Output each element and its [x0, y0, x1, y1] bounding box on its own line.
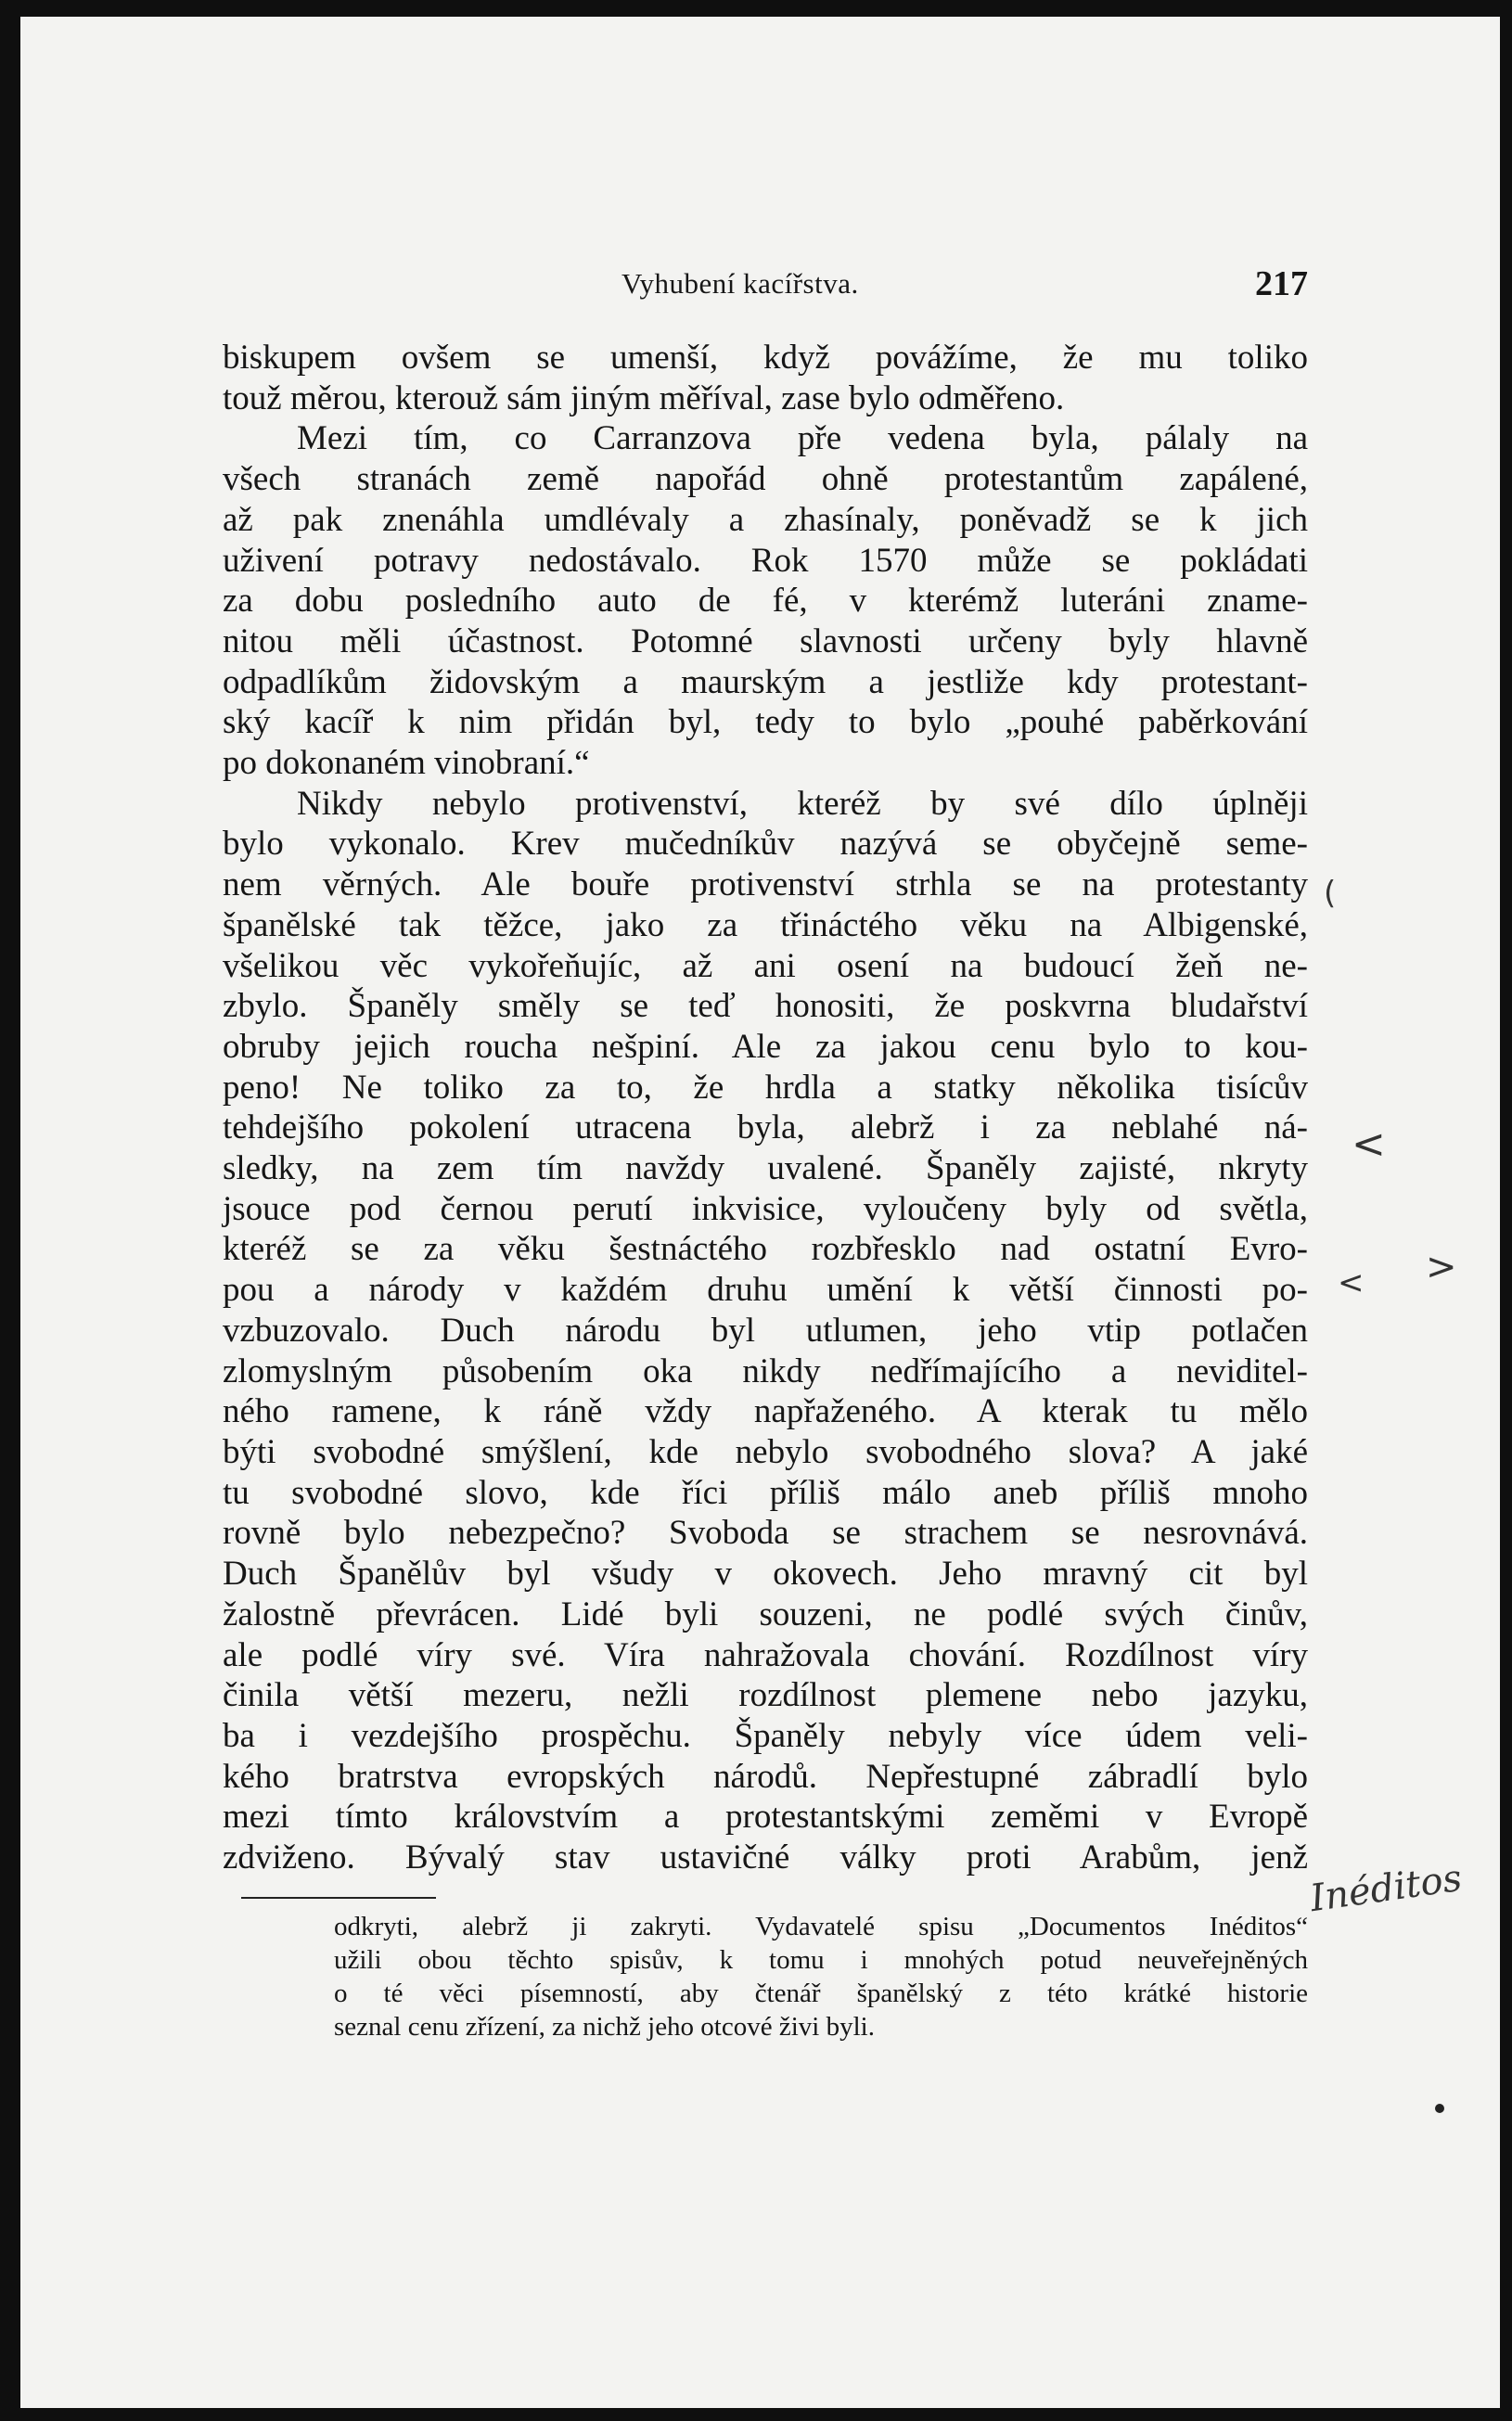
- text-line: zlomyslným působením oka nikdy nedřímajícího a neviditel-: [223, 1351, 1308, 1390]
- text-line: peno! Ne toliko za to, že hrdla a statky několika tisícův: [223, 1068, 1308, 1107]
- text-line: odpadlíkům židovským a maurským a jestliže kdy protestant-: [223, 662, 1308, 701]
- text-line: obruby jejich roucha nešpiní. Ale za jakou cenu bylo to kou-: [223, 1027, 1308, 1066]
- text-line: činila větší mezeru, nežli rozdílnost plemene nebo jazyku,: [223, 1676, 1308, 1715]
- footnote-line: o té věci písemností, aby čtenář španělský z této krátké historie: [334, 1978, 1308, 2008]
- text-line: Duch Španělův byl všudy v okovech. Jeho mravný cit byl: [223, 1555, 1308, 1594]
- text-line: španělské tak těžce, jako za třináctého věku na Albigenské,: [223, 905, 1308, 944]
- handwritten-note: Inéditos: [1307, 1856, 1465, 1921]
- text-line: nem věrných. Ale bouře protivenství strhla se na protestanty: [223, 865, 1308, 904]
- margin-mark: <: [1352, 1121, 1386, 1168]
- text-line: býti svobodné smýšlení, kde nebylo svobodného slova? A jaké: [223, 1432, 1308, 1471]
- text-line: tu svobodné slovo, kde říci příliš málo aneb příliš mnoho: [223, 1473, 1308, 1512]
- text-line: žalostně převrácen. Lidé byli souzeni, ne podlé svých činův,: [223, 1595, 1308, 1633]
- text-line: Mezi tím, co Carranzova pře vedena byla, pálaly na: [297, 419, 1308, 458]
- text-line: po dokonaném vinobraní.“: [223, 744, 590, 783]
- text-line: sledky, na zem tím navždy uvalené. Španěly zajisté, nkryty: [223, 1149, 1308, 1188]
- text-line: vzbuzovalo. Duch národu byl utlumen, jeho vtip potlačen: [223, 1311, 1308, 1350]
- text-line: jsouce pod černou perutí inkvisice, vyloučeny byly od světla,: [223, 1189, 1308, 1228]
- page-number: 217: [1255, 264, 1308, 303]
- text-line: kteréž se za věku šestnáctého rozbřesklo nad ostatní Evro-: [223, 1230, 1308, 1269]
- footnote-divider: [241, 1897, 436, 1899]
- running-header: [223, 256, 1308, 312]
- text-line: kého bratrstva evropských národů. Nepřestupné zábradlí bylo: [223, 1757, 1308, 1796]
- text-line: ného ramene, k ráně vždy napřaženého. A kterak tu mělo: [223, 1392, 1308, 1431]
- text-line: všech stranách země napořád ohně protestantům zapálené,: [223, 460, 1308, 499]
- running-title: Vyhubení kacířstva.: [621, 267, 859, 300]
- text-line: Nikdy nebylo protivenství, kteréž by své dílo úplněji: [297, 784, 1308, 823]
- text-line: zbylo. Španěly směly se teď honositi, že poskvrna bludařství: [223, 987, 1308, 1026]
- body-text: [223, 338, 1308, 1878]
- text-line: ský kacíř k nim přidán byl, tedy to bylo „pouhé paběrkování: [223, 703, 1308, 742]
- margin-mark: >: [1426, 1246, 1457, 1288]
- text-line: mezi tímto královstvím a protestantskými zeměmi v Evropě: [223, 1798, 1308, 1837]
- ink-dot: [1435, 2104, 1444, 2113]
- margin-mark: (: [1324, 875, 1337, 912]
- text-line: touž měrou, kterouž sám jiným měříval, zase bylo odměřeno.: [223, 378, 1065, 417]
- text-line: bylo vykonalo. Krev mučedníkův nazývá se obyčejně seme-: [223, 825, 1308, 864]
- text-line: pou a národy v každém druhu umění k větší činnosti po-: [223, 1271, 1308, 1310]
- footnote-line: užili obou těchto spisův, k tomu i mnohých potud neuveřejněných: [334, 1944, 1308, 1975]
- text-line: zdviženo. Bývalý stav ustavičné války proti Arabům, jenž: [223, 1838, 1308, 1877]
- text-line: ale podlé víry své. Víra nahražovala chování. Rozdílnost víry: [223, 1635, 1308, 1674]
- page-content: [223, 256, 1308, 2043]
- text-line: biskupem ovšem se umenší, když povážíme, že mu toliko: [223, 339, 1308, 377]
- footnote-line: odkryti, alebrž ji zakryti. Vydavatelé spisu „Documentos Inéditos“: [334, 1911, 1308, 1941]
- text-line: uživení potravy nedostávalo. Rok 1570 může se pokládati: [223, 541, 1308, 580]
- margin-mark: <: [1338, 1264, 1365, 1301]
- text-line: za dobu posledního auto de fé, v kterémž luteráni zname-: [223, 582, 1308, 621]
- text-line: nitou měli účastnost. Potomné slavnosti určeny byly hlavně: [223, 621, 1308, 660]
- footnote: [334, 1910, 1308, 2043]
- text-line: až pak znenáhla umdlévaly a zhasínaly, poněvadž se k jich: [223, 500, 1308, 539]
- text-line: tehdejšího pokolení utracena byla, alebrž i za neblahé ná-: [223, 1108, 1308, 1147]
- footnote-line: seznal cenu zřízení, za nichž jeho otcové živi byli.: [334, 2011, 875, 2042]
- book-page: [20, 17, 1500, 2408]
- text-line: ba i vezdejšího prospěchu. Španěly nebyly více údem veli-: [223, 1716, 1308, 1755]
- text-line: rovně bylo nebezpečno? Svoboda se strachem se nesrovnává.: [223, 1514, 1308, 1553]
- text-line: všelikou věc vykořeňujíc, až ani osení na budoucí žeň ne-: [223, 946, 1308, 985]
